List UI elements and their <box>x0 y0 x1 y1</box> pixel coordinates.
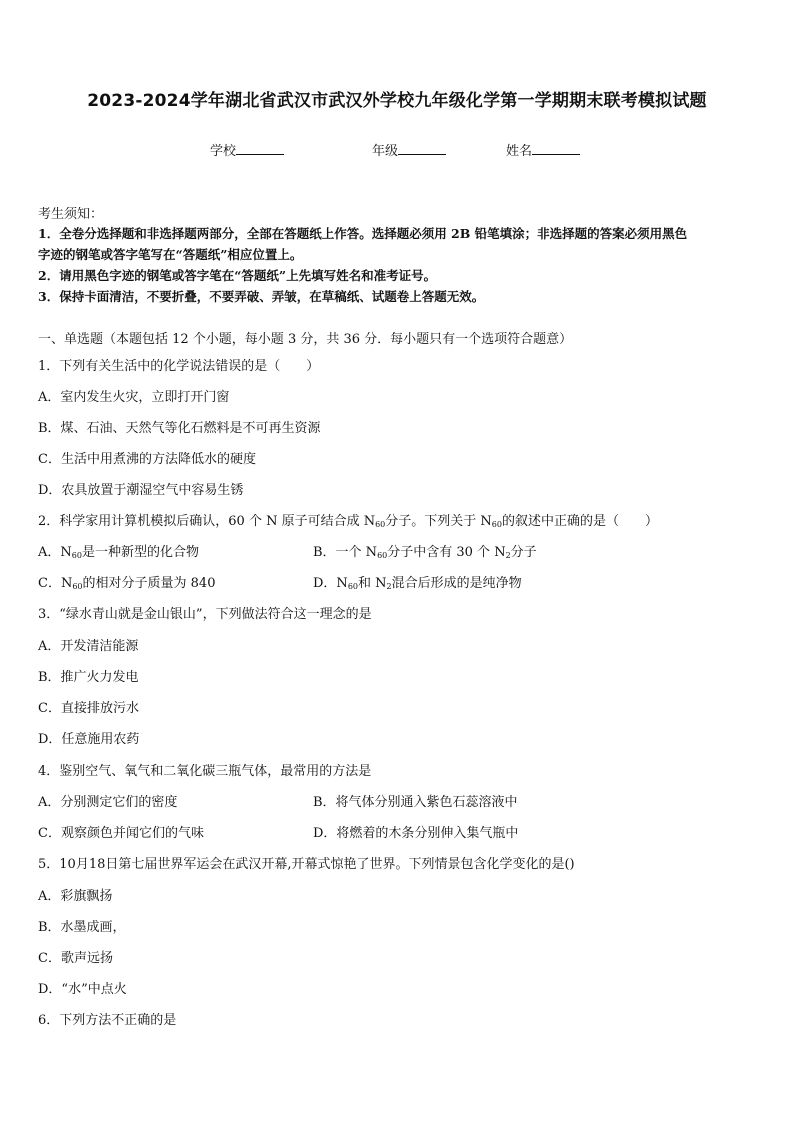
notice-line-2: 字迹的钢笔或答字笔写在“答题纸”相应位置上。 <box>38 247 303 262</box>
q5-option-b[interactable]: B．水墨成画， <box>38 920 126 935</box>
name-label: 姓名 <box>506 144 533 159</box>
q1-option-c[interactable]: C．生活中用煮沸的方法降低水的硬度 <box>38 452 256 467</box>
q4-option-b[interactable]: B．将气体分别通入紫色石蕊溶液中 <box>313 795 518 810</box>
q2-stem: 2．科学家用计算机模拟后确认，60 个 N 原子可结合成 $N_{60}$分子。下列关于 $N_{60}$的叙述中正确的是（ ） <box>38 514 658 529</box>
q5-option-d[interactable]: D．“水”中点火 <box>38 982 127 997</box>
q5-stem: 5．10月18日第七届世界军运会在武汉开幕,开幕式惊艳了世界。下列情景包含化学变化的是() <box>38 857 575 872</box>
notice-line-4: 3．保持卡面清洁，不要折叠，不要弄破、弄皱，在草稿纸、试题卷上答题无效。 <box>38 289 485 304</box>
q4-stem: 4．鉴别空气、氧气和二氧化碳三瓶气体，最常用的方法是 <box>38 764 372 779</box>
q3-option-c[interactable]: C．直接排放污水 <box>38 701 139 716</box>
q1-option-a[interactable]: A．室内发生火灾，立即打开门窗 <box>38 390 230 405</box>
q6-stem: 6．下列方法不正确的是 <box>38 1013 177 1028</box>
notice-line-1: 1．全卷分选择题和非选择题两部分，全部在答题纸上作答。选择题必须用 2B 铅笔填涂；非选择题的答案必须用黑色 <box>38 226 688 241</box>
q3-option-d[interactable]: D．任意施用农药 <box>38 732 140 747</box>
q4-option-c[interactable]: C．观察颜色并闻它们的气味 <box>38 826 204 841</box>
notice-line-3: 2．请用黑色字迹的钢笔或答字笔在“答题纸”上先填写姓名和准考证号。 <box>38 268 437 283</box>
section-title: 一、单选题（本题包括 12 个小题，每小题 3 分，共 36 分．每小题只有一个选项符合题意） <box>38 332 573 347</box>
q4-option-a[interactable]: A．分别测定它们的密度 <box>38 795 178 810</box>
school-blank[interactable] <box>236 142 284 155</box>
name-blank[interactable] <box>532 142 580 155</box>
q2-option-a[interactable]: A．$N_{60}$是一种新型的化合物 <box>38 545 199 560</box>
q1-option-d[interactable]: D．农具放置于潮湿空气中容易生锈 <box>38 483 244 498</box>
q5-option-c[interactable]: C．歌声远扬 <box>38 951 113 966</box>
q3-option-b[interactable]: B．推广火力发电 <box>38 670 139 685</box>
q2-option-c[interactable]: C．$N_{60}$的相对分子质量为 840 <box>38 576 216 591</box>
q1-stem: 1．下列有关生活中的化学说法错误的是（ ） <box>38 359 320 374</box>
q2-option-b[interactable]: B．一个 $N_{60}$分子中含有 30 个 $N_2$分子 <box>313 545 537 560</box>
q1-option-b[interactable]: B．煤、石油、天然气等化石燃料是不可再生资源 <box>38 421 321 436</box>
notice-heading: 考生须知： <box>38 207 104 222</box>
q3-stem: 3．“绿水青山就是金山银山”，下列做法符合这一理念的是 <box>38 607 372 622</box>
school-field[interactable] <box>210 140 284 159</box>
exam-title: 2023-2024学年湖北省武汉市武汉外学校九年级化学第一学期期末联考模拟试题 <box>87 91 707 111</box>
grade-label: 年级 <box>372 144 399 159</box>
name-field[interactable] <box>506 140 580 159</box>
q2-option-d[interactable]: D．$N_{60}$和 $N_2$混合后形成的是纯净物 <box>313 576 522 591</box>
grade-blank[interactable] <box>398 142 446 155</box>
q5-option-a[interactable]: A．彩旗飘扬 <box>38 889 113 904</box>
q3-option-a[interactable]: A．开发清洁能源 <box>38 639 139 654</box>
q4-option-d[interactable]: D．将燃着的木条分别伸入集气瓶中 <box>313 826 519 841</box>
grade-field[interactable] <box>372 140 446 159</box>
school-label: 学校 <box>210 144 237 159</box>
